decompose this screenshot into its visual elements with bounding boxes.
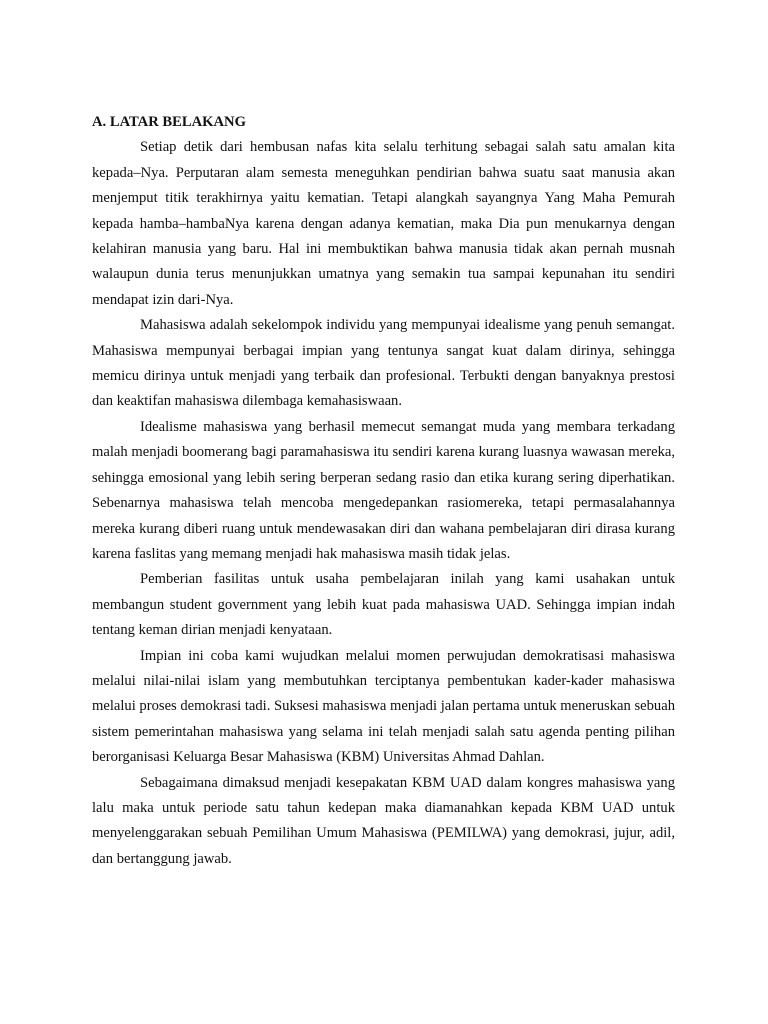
- section-heading: A. LATAR BELAKANG: [92, 114, 246, 130]
- paragraph-6: Sebagaimana dimaksud menjadi kesepakatan KBM UAD dalam kongres mahasiswa yang lalu maka untuk periode satu tahun kedepan maka diamanahkan kepada KBM UAD untuk menyelenggarakan sebuah Pemilihan Umum Mahasiswa (PEMILWA) yang demokrasi, jujur, adil, dan bertanggung jawab.: [92, 774, 675, 867]
- document-body: [92, 110, 675, 872]
- paragraph-5: Impian ini coba kami wujudkan melalui momen perwujudan demokratisasi mahasiswa melalui nilai-nilai islam yang membutuhkan terciptanya pembentukan kader-kader mahasiswa melalui proses demokrasi tadi. Suksesi mahasiswa menjadi jalan pertama untuk meneruskan sebuah sistem pemerintahan mahasiswa yang selama ini telah menjadi salah satu agenda penting pilihan berorganisasi Keluarga Besar Mahasiswa (KBM) Universitas Ahmad Dahlan.: [92, 647, 675, 766]
- paragraph-4: Pemberian fasilitas untuk usaha pembelajaran inilah yang kami usahakan untuk membangun student government yang lebih kuat pada mahasiswa UAD. Sehingga impian indah tentang keman dirian menjadi kenyataan.: [92, 571, 675, 639]
- paragraph-3: Idealisme mahasiswa yang berhasil memecut semangat muda yang membara terkadang malah menjadi boomerang bagi paramahasiswa itu sendiri karena kurang luasnya wawasan mereka, sehingga emosional yang lebih sering berperan sedang rasio dan etika kurang sering diperhatikan. Sebenarnya mahasiswa telah mencoba mengedepankan rasiomereka, tetapi permasalahannya mereka kurang diberi ruang untuk mendewasakan diri dan wahana pembelajaran diri dirasa kurang karena faslitas yang memang menjadi hak mahasiswa masih tidak jelas.: [92, 418, 675, 562]
- paragraph-2: Mahasiswa adalah sekelompok individu yang mempunyai idealisme yang penuh semangat. Mahasiswa mempunyai berbagai impian yang tentunya sangat kuat dalam dirinya, sehingga memicu dirinya untuk menjadi yang terbaik dan profesional. Terbukti dengan banyaknya prestosi dan keaktifan mahasiswa dilembaga kemahasiswaan.: [92, 317, 675, 410]
- paragraph-1: Setiap detik dari hembusan nafas kita selalu terhitung sebagai salah satu amalan kita kepada–Nya. Perputaran alam semesta meneguhkan pendirian bahwa suatu saat manusia akan menjemput titik terakhirnya yaitu kematian. Tetapi alangkah sayangnya Yang Maha Pemurah kepada hamba–hambaNya karena dengan adanya kematian, maka Dia pun menukarnya dengan kelahiran manusia yang baru. Hal ini membuktikan bahwa manusia tidak akan pernah musnah walaupun dunia terus menunjukkan umatnya yang semakin tua sampai kepunahan itu sendiri mendapat izin dari-Nya.: [92, 139, 675, 308]
